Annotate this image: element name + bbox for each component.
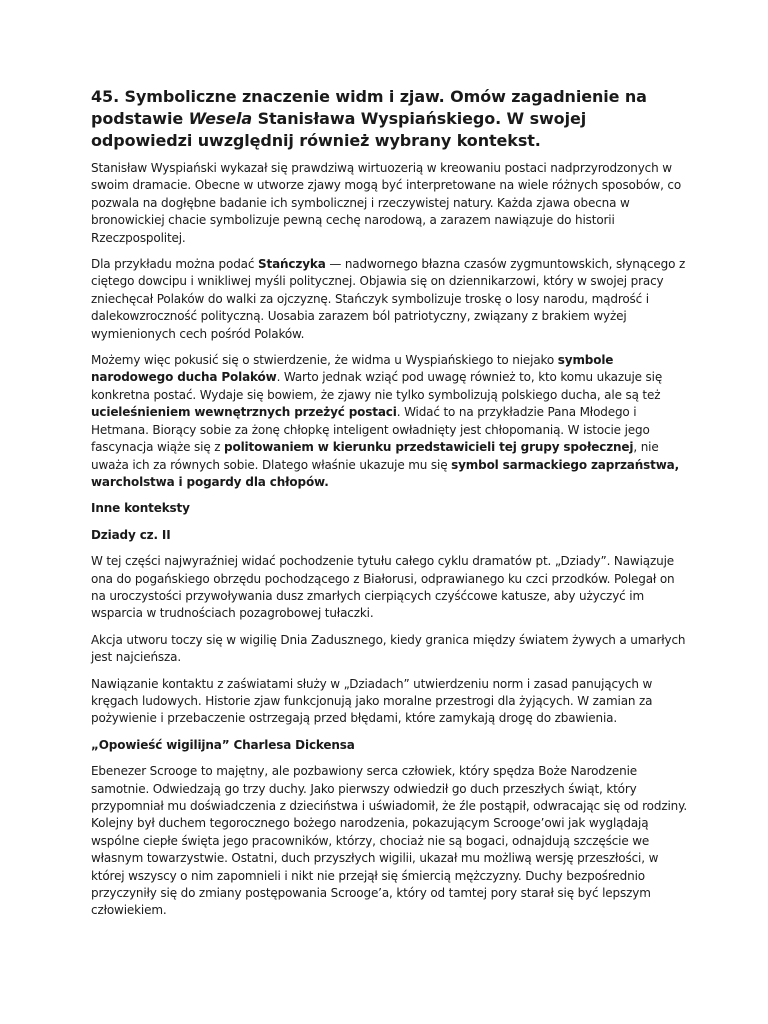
paragraph-dziady-contact: Nawiązanie kontaktu z zaświatami służy w „Dziadach” utwierdzeniu norm i zasad panujących w kręgach ludowych. Historie zjaw funkcjonują jako moralne przestrogi dla żyjących. W zamian za pożywienie i przebaczenie ostrzegają przed błędami, które zamykają drogę do zbawienia. [91,676,653,726]
title-part-2: Stanisława Wyspiańskiego. W swojej odpowiedzi uwzględnij również wybrany kontekst. [91,109,587,150]
text-span: . Warto jednak wziąć pod uwagę również to, kto komu ukazuje się konkretna postać. Wydaje się bowiem, że zjawy nie tylko symbolizują polskiego ducha, ale są też [91,370,663,402]
text-span: . Widać to na przykładzie Pana Młodego i Hetmana. Biorący sobie za żonę chłopkę inteligent owładnięty jest chłopomanią. W istocie jego fascynacja wiąże się z [91,405,650,455]
paragraph-stanczyk [91,256,692,343]
paragraph-dickens: Ebenezer Scrooge to majętny, ale pozbawiony serca człowiek, który spędza Boże Narodzenie samotnie. Odwiedzają go trzy duchy. Jako pierwszy odwiedził go duch przeszłych świąt, który przypomniał mu doświadczenia z dzieciństwa i uświadomił, że źle postąpił, odwracając się od rodziny. Kolejny był duchem tegorocznego bożego narodzenia, pokazującym Scrooge’owi jak wyglądają wspólne ciepłe święta jego pracowników, którzy, chociaż nie są bogaci, odnajdują szczęście we własnym towarzystwie. Ostatni, duch przyszłych wigilii, ukazał mu możliwą wersję przeszłości, w której wszyscy o nim zapomnieli i nikt nie przejął się śmiercią mężczyzny. Duchy bezpośrednio przyczyniły się do zmiany postępowania Scrooge’a, który od tamtej pory starał się być lepszym człowiekiem. [91,764,688,918]
paragraph-symbols [91,352,692,491]
section-heading-dickens: „Opowieść wigilijna” Charlesa Dickensa [91,737,355,752]
section-heading-dziady: Dziady cz. II [91,527,171,542]
bold-span: politowaniem w kierunku przedstawicieli tej grupy społecznej [224,440,634,455]
title-italic-work: Wesela [188,109,253,128]
section-heading-other-contexts: Inne konteksty [91,501,190,516]
bold-span: symbole narodowego ducha Polaków [91,353,614,385]
bold-span: Stańczyka [258,257,326,272]
text-span: — nadwornego błazna czasów zygmuntowskich, słynącego z ciętego dowcipu i wnikliwej myśli politycznej. Objawia się on dziennikarzowi, który w swojej pracy zniechęcał Polaków do walki za ojczyznę. Stańczyk symbolizuje troskę o losy narodu, mądrość i dalekowzroczność polityczną. Uosabia zarazem ból patriotyczny, związany z brakiem wyżej wymienionych cech pośród Polaków. [91,257,686,341]
text-span: , nie uważa ich za równych sobie. Dlatego właśnie ukazuje mu się [91,440,659,472]
bold-span: symbol sarmackiego zaprzaństwa, warcholstwa i pogardy dla chłopów. [91,457,680,489]
paragraph-intro: Stanisław Wyspiański wykazał się prawdziwą wirtuozerią w kreowaniu postaci nadprzyrodzonych w swoim dramacie. Obecne w utworze zjawy mogą być interpretowane na wiele różnych sposobów, co pozwala na dogłębne badanie ich symbolicznej i rzeczywistej natury. Każda zjawa obecna w bronowickiej chacie symbolizuje pewną cechę narodową, a zarazem nawiązuje do historii Rzeczpospolitej. [91,161,682,245]
paragraph-dziady-action: Akcja utworu toczy się w wigilię Dnia Zadusznego, kiedy granica między światem żywych a umarłych jest najcieńsza. [91,632,686,665]
text-span: Dla przykładu można podać [91,257,258,272]
bold-span: ucieleśnieniem wewnętrznych przeżyć postaci [91,405,397,420]
text-span: Możemy więc pokusić się o stwierdzenie, że widma u Wyspiańskiego to niejako [91,353,558,368]
title-part-1: 45. Symboliczne znaczenie widm i zjaw. Omów zagadnienie na podstawie [91,87,647,128]
page-title [91,86,692,152]
paragraph-dziady-origin: W tej części najwyraźniej widać pochodzenie tytułu całego cyklu dramatów pt. „Dziady”. Nawiązuje ona do pogańskiego obrzędu pochodzącego z Białorusi, odprawianego ku czci przodków. Polegał on na uroczystości przywoływania dusz zmarłych cierpiących czyśćcowe katusze, aby użyczyć im wsparcia w trudnościach pozagrobowej tułaczki. [91,554,675,621]
